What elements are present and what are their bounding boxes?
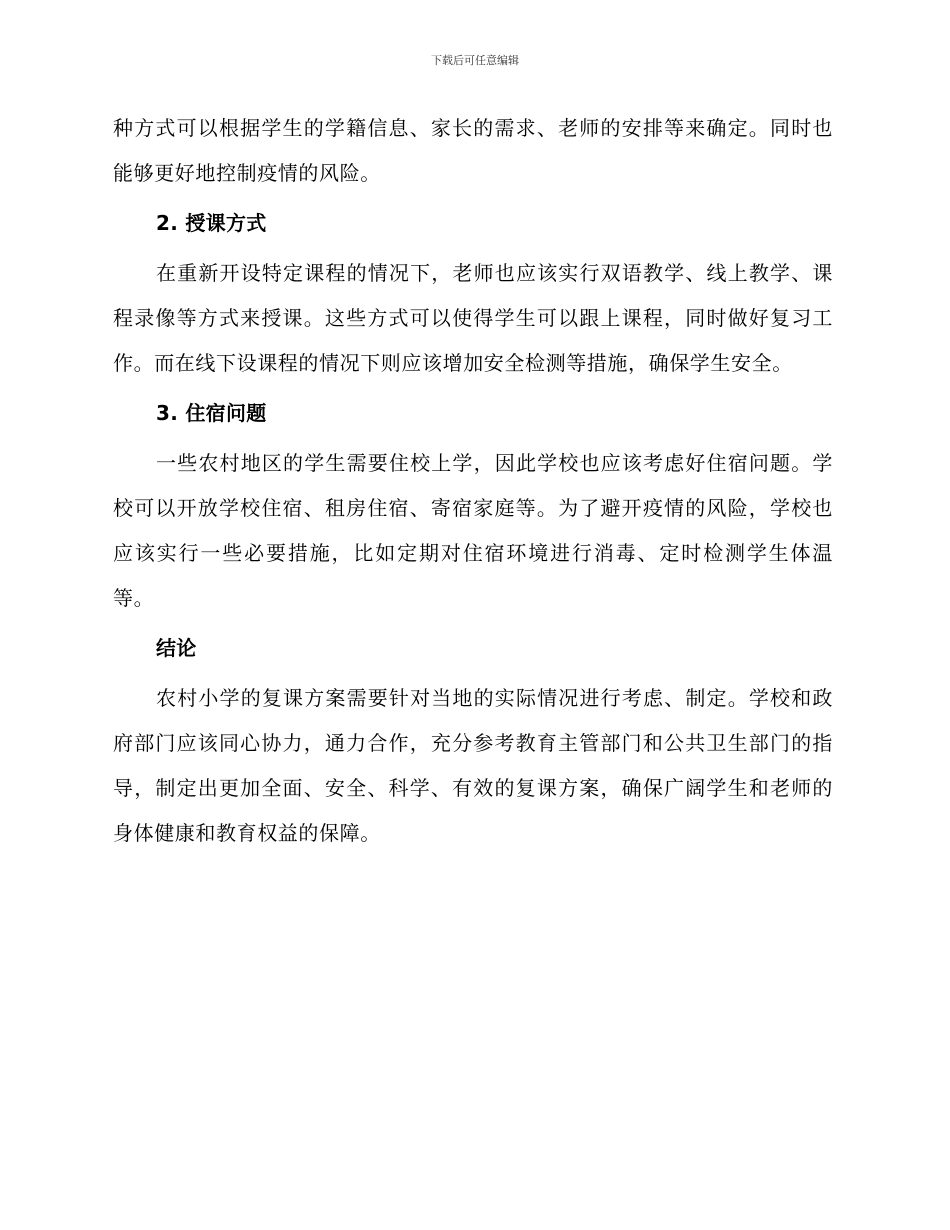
paragraph-conclusion: 农村小学的复课方案需要针对当地的实际情况进行考虑、制定。学校和政府部门应该同心协力，通力合作，充分参考教育主管部门和公共卫生部门的指导，制定出更加全面、安全、科学、有效的复课方案，确保广阔学生和老师的身体健康和教育权益的保障。 [113,686,833,845]
page-header: 下载后可任意编辑 [431,54,519,67]
section-heading-accommodation: 3. 住宿问题 [156,401,267,425]
paragraph-accommodation: 一些农村地区的学生需要住校上学，因此学校也应该考虑好住宿问题。学校可以开放学校住宿、租房住宿、寄宿家庭等。为了避开疫情的风险，学校也应该实行一些必要措施，比如定期对住宿环境进行消毒、定时检测学生体温等。 [113,451,833,610]
document-body [113,106,833,856]
section-heading-teaching-method: 2. 授课方式 [156,211,267,235]
section-heading-conclusion: 结论 [156,636,197,660]
paragraph-teaching-method: 在重新开设特定课程的情况下，老师也应该实行双语教学、线上教学、课程录像等方式来授课。这些方式可以使得学生可以跟上课程，同时做好复习工作。而在线下设课程的情况下则应该增加安全检测等措施，确保学生安全。 [113,261,833,375]
paragraph-continued: 种方式可以根据学生的学籍信息、家长的需求、老师的安排等来确定。同时也能够更好地控制疫情的风险。 [113,116,833,185]
